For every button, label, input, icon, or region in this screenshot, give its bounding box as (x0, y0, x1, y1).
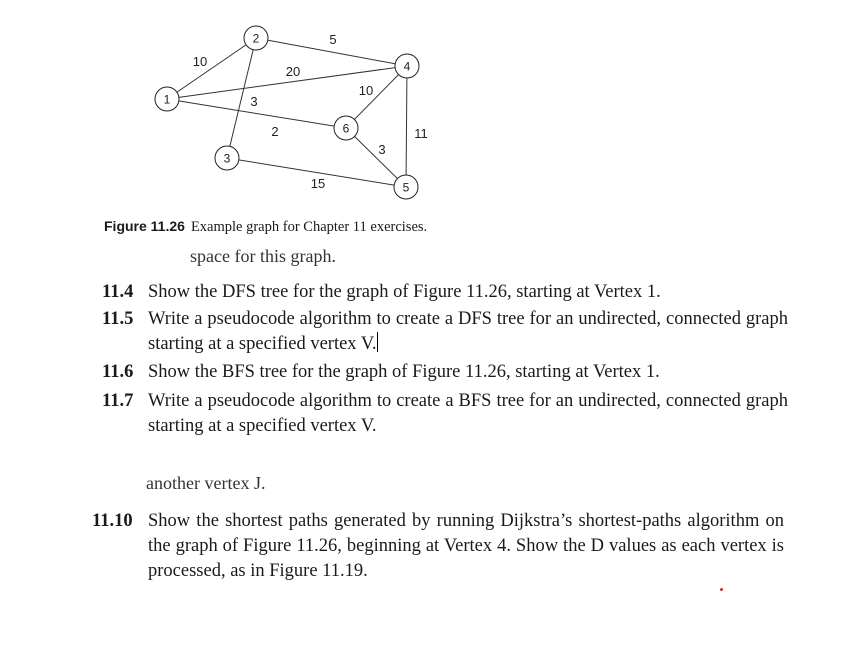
graph-figure (0, 0, 866, 215)
edge-4-6 (346, 66, 407, 128)
edge-weight-1-6: 2 (271, 124, 279, 139)
cut-off-text-top: space for this graph. (190, 246, 336, 266)
exercise-text: Show the BFS tree for the graph of Figure 11.26, starting at Vertex 1. (148, 362, 660, 382)
exercise-number: 11.4 (102, 282, 134, 302)
exercise-number: 11.10 (92, 511, 133, 531)
node-label-2: 2 (252, 31, 260, 46)
node-label-5: 5 (402, 180, 410, 195)
exercise-number: 11.7 (102, 391, 134, 411)
node-label-3: 3 (223, 151, 231, 166)
node-label-6: 6 (342, 121, 350, 136)
edge-weight-1-2: 10 (192, 54, 208, 69)
edge-weight-3-5: 15 (310, 176, 326, 191)
edge-4-5 (406, 66, 407, 187)
edge-weight-4-6: 10 (358, 83, 374, 98)
exercise-number: 11.5 (102, 309, 134, 329)
cut-off-text-bottom: another vertex J. (146, 473, 266, 493)
exercise-text: Show the DFS tree for the graph of Figure 11.26, starting at Vertex 1. (148, 282, 661, 302)
exercise-number: 11.6 (102, 362, 134, 382)
figure-number: Figure 11.26 (104, 218, 185, 234)
exercise-text: Write a pseudocode algorithm to create a BFS tree for an undirected, connected graph starting at a specified vertex V. (148, 391, 788, 436)
edge-weight-1-4: 20 (285, 64, 301, 79)
edge-weight-2-3: 3 (250, 94, 258, 109)
exercise-text-content[interactable]: Write a pseudocode algorithm to create a DFS tree for an undirected, connected graph starting at a specified vertex V. (148, 309, 788, 354)
edge-weight-4-5: 11 (414, 126, 428, 141)
red-dot (720, 588, 723, 591)
figure-caption (104, 218, 427, 236)
node-label-1: 1 (163, 92, 171, 107)
text-cursor (377, 332, 378, 352)
node-label-4: 4 (403, 59, 411, 74)
caption-text: Example graph for Chapter 11 exercises. (190, 219, 428, 235)
edge-1-2 (167, 38, 256, 99)
exercise-text: Show the shortest paths generated by running Dijkstra’s shortest-paths algorithm on the graph of Figure 11.26, beginning at Vertex 4. Show the D values as each vertex is processed, as in Figure 11.19. (148, 511, 784, 581)
edge-weight-2-4: 5 (329, 32, 337, 47)
edge-5-6 (346, 128, 406, 187)
exercise-text[interactable] (148, 307, 788, 357)
edge-weight-5-6: 3 (378, 142, 386, 157)
